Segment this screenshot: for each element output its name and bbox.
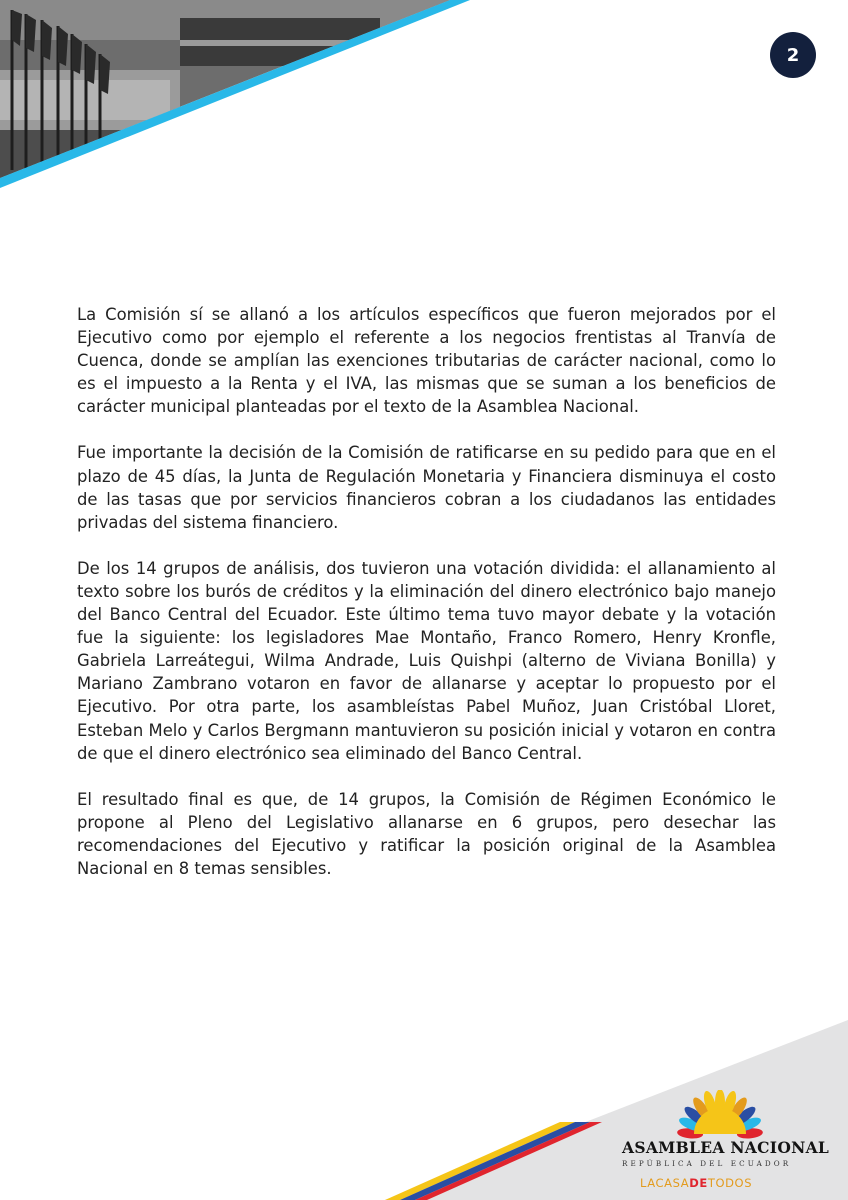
tagline-todos: TODOS — [707, 1176, 753, 1190]
logo-tagline — [640, 1176, 752, 1190]
paragraph-2: Fue importante la decisión de la Comisión de ratificarse en su pedido para que en el plazo de 45 días, la Junta de Regulación Monetaria y Financiera disminuya el costo de las tasas que por servicios financieros cobran a los ciudadanos las entidades privadas del sistema financiero. — [77, 443, 776, 532]
logo-subtitle: REPÚBLICA DEL ECUADOR — [622, 1159, 792, 1168]
paragraph-3: De los 14 grupos de análisis, dos tuvieron una votación dividida: el allanamiento al texto sobre los burós de créditos y la eliminación del dinero electrónico bajo manejo del Banco Central del Ecuador. Este último tema tuvo mayor debate y la votación fue la siguiente: los legisladores Mae Montaño, Franco Romero, Henry Kronfle, Gabriela Larreátegui, Wilma Andrade, Luis Quishpi (alterno de Viviana Bonilla) y Mariano Zambrano votaron en favor de allanarse y aceptar lo propuesto por el Ejecutivo. Por otra parte, los asambleístas Pabel Muñoz, Juan Cristóbal Lloret, Esteban Melo y Carlos Bergmann mantuvieron su posición inicial y votaron en contra de que el dinero electrónico sea eliminado del Banco Central. — [77, 558, 776, 763]
paragraph-1: La Comisión sí se allanó a los artículos específicos que fueron mejorados por el Ejecutivo como por ejemplo el referente a los negocios frentistas al Tranvía de Cuenca, donde se amplían las exenciones tributarias de carácter nacional, como lo es el impuesto a la Renta y el IVA, las mismas que se suman a los beneficios de carácter municipal planteadas por el texto de la Asamblea Nacional. — [77, 305, 776, 417]
page-number: 2 — [786, 44, 800, 66]
sunburst-logo-icon — [612, 1090, 812, 1140]
paragraph-4: El resultado final es que, de 14 grupos, la Comisión de Régimen Económico le propone al Pleno del Legislativo allanarse en 6 grupos, pero desechar las recomendaciones del Ejecutivo y ratificar la posición original de la Asamblea Nacional en 8 temas sensibles. — [77, 789, 776, 878]
tagline-lacasa: LACASA — [640, 1176, 690, 1190]
tagline-de: DE — [689, 1176, 708, 1190]
logo-title: ASAMBLEA NACIONAL — [622, 1138, 830, 1157]
